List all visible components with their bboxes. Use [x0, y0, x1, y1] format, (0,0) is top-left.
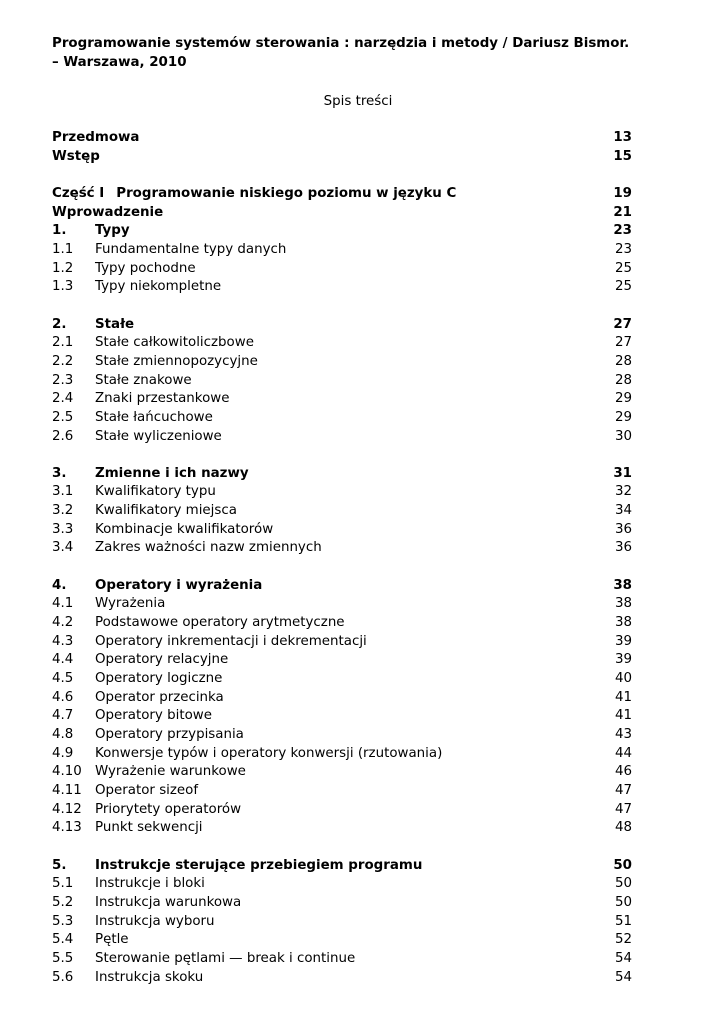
toc-chapter-5	[52, 857, 632, 876]
toc-entry-label: Instrukcje sterujące przebiegiem programu	[95, 857, 423, 873]
toc-entry-number: 3.4	[52, 540, 74, 556]
toc-entry	[52, 689, 632, 708]
toc-entry-label: Stałe	[95, 316, 135, 332]
toc-entry-page: 19	[613, 185, 632, 201]
toc-entry-page: 28	[614, 353, 632, 369]
toc-entry	[52, 913, 632, 932]
spacer	[52, 838, 632, 857]
toc-entry-label: Fundamentalne typy danych	[95, 241, 287, 257]
toc-entry-label: Przedmowa	[52, 130, 140, 145]
toc-entry	[52, 875, 632, 894]
toc-entry-label: Punkt sekwencji	[95, 820, 203, 836]
toc-entry-page: 43	[614, 727, 632, 742]
toc-entry-page: 39	[614, 652, 632, 668]
toc-entry-page: 25	[614, 279, 632, 295]
toc-entry	[52, 428, 632, 447]
toc-entry-number: 4.3	[52, 633, 74, 649]
toc-entry-number: 4.10	[52, 764, 82, 780]
toc-entry-page: 40	[614, 671, 632, 687]
toc-entry-number: 5.2	[52, 894, 74, 910]
toc-entry-label: Operatory bitowe	[95, 708, 212, 724]
toc-entry-number: 3.	[52, 465, 67, 481]
toc-entry	[52, 483, 632, 502]
toc-entry-label: Kwalifikatory typu	[95, 484, 216, 500]
toc-entry	[52, 670, 632, 689]
toc-entry	[52, 502, 632, 521]
toc-page	[52, 34, 632, 987]
toc-entry-page: 46	[614, 764, 632, 780]
toc-entry-label: Wyrażenie warunkowe	[95, 764, 246, 780]
book-title-line-2: – Warszawa, 2010	[52, 55, 187, 70]
toc-entry-number: 4.	[52, 577, 67, 593]
toc-entry-number: 1.3	[52, 279, 74, 295]
toc-entry-label: Instrukcja skoku	[95, 969, 204, 985]
toc-entry-label: Zakres ważności nazw zmiennych	[95, 540, 322, 556]
toc-entry-number: 5.3	[52, 913, 74, 929]
toc-entry-page: 34	[614, 503, 632, 519]
toc-entry-page: 38	[613, 577, 632, 593]
toc-entry-number: 4.9	[52, 745, 74, 761]
toc-entry	[52, 614, 632, 633]
toc-entry-page: 41	[614, 708, 632, 724]
toc-entry	[52, 334, 632, 353]
toc-entry-number: 5.	[52, 857, 67, 873]
toc-entry-label: Operatory przypisania	[95, 727, 244, 742]
toc-entry	[52, 409, 632, 428]
toc-entry-number: 2.3	[52, 372, 74, 388]
toc-entry-page: 36	[614, 540, 632, 556]
toc-entry	[52, 745, 632, 764]
toc-entry-label: Typy niekompletne	[95, 279, 222, 295]
toc-entry-label: Operatory logiczne	[95, 671, 223, 687]
toc-entry	[52, 707, 632, 726]
toc-entry-number: 5.1	[52, 876, 74, 892]
toc-entry-page: 38	[614, 596, 632, 612]
toc-entry-page: 31	[613, 465, 632, 481]
toc-entry-wprowadzenie	[52, 204, 632, 223]
toc-entry-number: 4.2	[52, 615, 74, 631]
toc-entry	[52, 633, 632, 652]
toc-entry-label: Typy	[95, 223, 130, 239]
toc-entry	[52, 353, 632, 372]
toc-entry-page: 39	[614, 633, 632, 649]
toc-entry	[52, 241, 632, 260]
toc-entry	[52, 372, 632, 391]
toc-entry-page: 38	[614, 615, 632, 631]
toc-entry-number: 2.6	[52, 428, 74, 444]
toc-entry-number: 5.5	[52, 950, 74, 966]
toc-entry-label: Podstawowe operatory arytmetyczne	[95, 615, 345, 631]
toc-entry-number: 4.13	[52, 820, 82, 836]
toc-entry-number: 4.7	[52, 708, 74, 724]
toc-entry-number: 4.5	[52, 671, 74, 687]
toc-entry-page: 51	[614, 913, 632, 929]
toc-entry-label: Instrukcje i bloki	[95, 876, 205, 892]
toc-entry-label: Operator przecinka	[95, 689, 224, 705]
toc-entry-page: 28	[614, 372, 632, 388]
toc-entry-label: Priorytety operatorów	[95, 801, 242, 817]
toc-entry	[52, 894, 632, 913]
toc-entry	[52, 595, 632, 614]
toc-entry-number: 2.	[52, 316, 67, 332]
toc-entry-page: 25	[614, 260, 632, 276]
toc-entry-number: 1.1	[52, 241, 74, 257]
toc-entry	[52, 782, 632, 801]
toc-entry-page: 23	[613, 223, 632, 239]
toc-entry-page: 36	[614, 521, 632, 537]
toc-entry-label: Konwersje typów i operatory konwersji (rzutowania)	[95, 745, 443, 761]
toc-entry-label: Programowanie niskiego poziomu w języku C	[116, 185, 457, 201]
book-title-line-1: Programowanie systemów sterowania : narzędzia i metody / Dariusz Bismor.	[52, 36, 630, 51]
toc-entry-label: Stałe łańcuchowe	[95, 409, 213, 425]
toc-entry-page: 29	[614, 391, 632, 407]
toc-entry	[52, 969, 632, 988]
toc-part-1	[52, 185, 632, 204]
spacer	[52, 297, 632, 316]
toc-entry-label: Typy pochodne	[95, 260, 196, 276]
toc-entry-page: 44	[614, 745, 632, 761]
toc-entry-page: 50	[614, 894, 632, 910]
toc-entry-page: 54	[614, 969, 632, 985]
toc-entry-page: 50	[613, 857, 632, 873]
toc-entry	[52, 521, 632, 540]
toc-entry-page: 48	[614, 820, 632, 836]
toc-entry-page: 21	[613, 204, 632, 220]
toc-entry-number: 4.8	[52, 727, 74, 742]
toc-entry-page: 27	[613, 316, 632, 332]
toc-entry-number: Część I	[52, 185, 105, 201]
toc-entry	[52, 539, 632, 558]
toc-entry-label: Instrukcja wyboru	[95, 913, 215, 929]
toc-entry	[52, 726, 632, 745]
toc-entry	[52, 390, 632, 409]
toc-chapter-4	[52, 577, 632, 596]
spacer	[52, 558, 632, 577]
toc-entry-number: 2.4	[52, 391, 74, 407]
toc-entry	[52, 260, 632, 279]
toc-entry-number: 5.6	[52, 969, 74, 985]
toc-entry-number: 1.2	[52, 260, 74, 276]
toc-entry-number: 5.4	[52, 932, 74, 948]
toc-entry	[52, 651, 632, 670]
toc-heading: Spis treści	[323, 94, 393, 109]
toc-entry-label: Wprowadzenie	[52, 204, 164, 220]
toc-entry-page: 27	[614, 335, 632, 351]
toc-entry-page: 52	[614, 932, 632, 948]
toc-entry-label: Instrukcja warunkowa	[95, 894, 242, 910]
toc-entry-number: 2.1	[52, 335, 74, 351]
toc-entry-label: Pętle	[95, 932, 129, 948]
toc-entry-page: 50	[614, 876, 632, 892]
toc-entry-label: Kombinacje kwalifikatorów	[95, 521, 274, 537]
toc-entry-number: 2.5	[52, 409, 74, 425]
toc-entry-label: Stałe znakowe	[95, 372, 192, 388]
toc-entry-label: Kwalifikatory miejsca	[95, 503, 237, 519]
toc-entry	[52, 278, 632, 297]
toc-entry-page: 29	[614, 409, 632, 425]
toc-entry-number: 1.	[52, 223, 67, 239]
toc-entry-przedmowa	[52, 129, 632, 148]
toc-entry	[52, 819, 632, 838]
toc-entry-number: 3.1	[52, 484, 74, 500]
toc-entry-number: 4.1	[52, 596, 74, 612]
toc-entry-label: Wstęp	[52, 148, 100, 164]
spacer	[52, 446, 632, 465]
toc-entry-number: 4.11	[52, 782, 82, 798]
toc-entry-label: Wyrażenia	[95, 596, 166, 612]
toc-entry-label: Zmienne i ich nazwy	[95, 465, 249, 481]
toc-entry-label: Sterowanie pętlami — break i continue	[95, 950, 356, 966]
toc-entry-label: Operatory inkrementacji i dekrementacji	[95, 633, 367, 649]
toc-entry	[52, 763, 632, 782]
toc-entry-page: 47	[614, 782, 632, 798]
toc-entry-page: 54	[614, 950, 632, 966]
toc-entry-page: 30	[614, 428, 632, 444]
toc-entry-page: 47	[614, 801, 632, 817]
toc-entry-label: Operatory i wyrażenia	[95, 577, 263, 593]
toc-entry-wstep	[52, 148, 632, 167]
toc-entry-label: Stałe całkowitoliczbowe	[95, 335, 254, 351]
spacer	[52, 166, 632, 185]
toc-entry-number: 3.3	[52, 521, 74, 537]
toc-entry-number: 3.2	[52, 503, 74, 519]
toc-entry	[52, 950, 632, 969]
toc-entry-label: Stałe zmiennopozycyjne	[95, 353, 258, 369]
toc-entry	[52, 931, 632, 950]
toc-entry-number: 2.2	[52, 353, 74, 369]
toc-entry-page: 32	[614, 484, 632, 500]
toc-entry-page: 41	[614, 689, 632, 705]
toc-entry-number: 4.4	[52, 652, 74, 668]
toc-entry-label: Stałe wyliczeniowe	[95, 428, 222, 444]
toc-entry-label: Operator sizeof	[95, 782, 199, 798]
toc-entry-number: 4.12	[52, 801, 82, 817]
toc-chapter-3	[52, 465, 632, 484]
toc-entry-label: Znaki przestankowe	[95, 391, 230, 407]
toc-entry-page: 23	[614, 241, 632, 257]
toc-entry-page: 15	[613, 148, 632, 164]
toc-entry-page: 13	[613, 130, 632, 145]
toc-entry-label: Operatory relacyjne	[95, 652, 229, 668]
toc-entry-number: 4.6	[52, 689, 74, 705]
toc-chapter-2	[52, 316, 632, 335]
toc-entry	[52, 801, 632, 820]
toc-chapter-1	[52, 222, 632, 241]
